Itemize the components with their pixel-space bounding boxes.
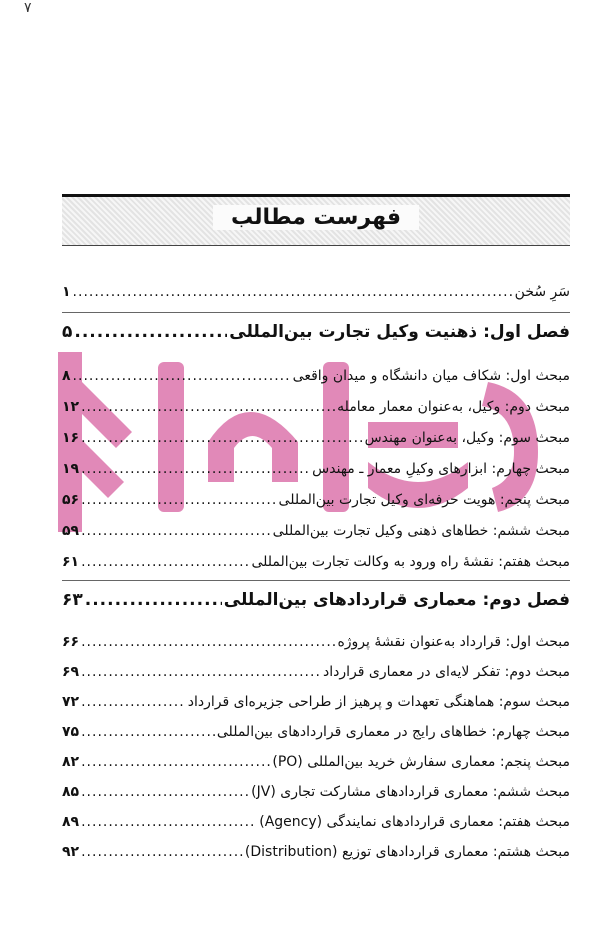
entry-label: مبحث پنجم: معماری سفارش خرید بین‌المللی (PO): [272, 754, 570, 770]
entry-label: مبحث سوم: وکیل، به‌عنوان مهندس: [364, 430, 570, 446]
entry-page: ۱: [62, 284, 71, 300]
leader-dots: [81, 724, 215, 740]
leader-dots: [81, 523, 271, 539]
entry-label: مبحث سوم: هماهنگی تعهدات و پرهیز از طراحی جزیره‌ای قرارداد: [187, 694, 570, 710]
leader-dots: [81, 754, 270, 770]
leader-dots: [81, 844, 243, 860]
entry-page: ۶۶: [62, 634, 80, 650]
corner-mark: ۷: [24, 0, 32, 16]
entry-label: مبحث هفتم: نقشهٔ راه ورود به وکالت تجارت بین‌المللی: [251, 554, 570, 570]
toc-title: فهرست مطالب: [213, 205, 419, 230]
leader-dots: [81, 784, 249, 800]
entry-page: ۸۵: [62, 784, 80, 800]
entry-label: مبحث اول: قرارداد به‌عنوان نقشهٔ پروژه: [337, 634, 570, 650]
leader-dots: [74, 322, 227, 342]
toc-entry[interactable]: [62, 399, 570, 415]
leader-dots: [81, 634, 335, 650]
entry-label: مبحث پنجم: هویت حرفه‌ای وکیل تجارت بین‌المللی: [278, 492, 570, 508]
leader-dots: [81, 430, 362, 446]
toc-entry[interactable]: [62, 634, 570, 650]
leader-dots: [81, 492, 276, 508]
entry-page: ۵: [62, 322, 73, 342]
toc-entry[interactable]: [62, 523, 570, 539]
toc-entry[interactable]: [62, 554, 570, 570]
entry-page: ۵۹: [62, 523, 80, 539]
entry-label: مبحث اول: شکاف میان دانشگاه و میدان واقعی: [292, 368, 570, 384]
entry-page: ۹۲: [62, 844, 80, 860]
entry-page: ۵۶: [62, 492, 80, 508]
leader-dots: [81, 814, 257, 830]
toc-entry[interactable]: [62, 784, 570, 800]
entry-page: ۸۲: [62, 754, 80, 770]
toc-entry[interactable]: [62, 461, 570, 477]
leader-dots: [81, 461, 310, 477]
entry-page: ۷۲: [62, 694, 80, 710]
divider: [62, 312, 570, 313]
entry-page: ۷۵: [62, 724, 80, 740]
entry-page: ۱۲: [62, 399, 80, 415]
entry-label: مبحث هفتم: معماری قراردادهای نمایندگی (Agency): [259, 814, 570, 830]
divider: [62, 580, 570, 581]
entry-label: مبحث دوم: وکیل، به‌عنوان معمار معامله: [337, 399, 570, 415]
entry-page: ۸۹: [62, 814, 80, 830]
leader-dots: [81, 694, 186, 710]
entry-label: فصل اول: ذهنیت وکیل تجارت بین‌المللی: [229, 322, 570, 342]
toc-entry[interactable]: [62, 664, 570, 680]
entry-label: سَرِ سُخن: [514, 284, 570, 300]
entry-page: ۱۹: [62, 461, 80, 477]
toc-entry[interactable]: [62, 844, 570, 860]
entry-page: ۸: [62, 368, 71, 384]
entry-label: مبحث چهارم: خطاهای رایج در معماری قراردادهای بین‌المللی: [216, 724, 570, 740]
entry-label: مبحث چهارم: ابزارهای وکیلِ معمار ـ مهندس: [312, 461, 570, 477]
toc-entry[interactable]: [62, 368, 570, 384]
entry-label: مبحث ششم: خطاهای ذهنی وکیل تجارت بین‌المللی: [272, 523, 570, 539]
leader-dots: [73, 284, 513, 300]
entry-label: فصل دوم: معماری قراردادهای بین‌المللی: [223, 590, 570, 610]
toc-entry[interactable]: [62, 430, 570, 446]
entry-label: مبحث هشتم: معماری قراردادهای توزیع (Distribution): [244, 844, 570, 860]
toc-entry-preface[interactable]: [62, 284, 570, 300]
toc-title-band: [62, 194, 570, 246]
toc-entry[interactable]: [62, 754, 570, 770]
toc-chapter-2[interactable]: [62, 590, 570, 610]
toc-chapter-1[interactable]: [62, 322, 570, 342]
toc-title-wrap: [62, 205, 570, 230]
leader-dots: [73, 368, 291, 384]
toc-entry[interactable]: [62, 724, 570, 740]
entry-page: ۱۶: [62, 430, 80, 446]
leader-dots: [81, 664, 321, 680]
entry-label: مبحث ششم: معماری قراردادهای مشارکت تجاری (JV): [251, 784, 570, 800]
leader-dots: [85, 590, 222, 610]
leader-dots: [81, 554, 249, 570]
toc-entry[interactable]: [62, 814, 570, 830]
entry-page: ۶۹: [62, 664, 80, 680]
leader-dots: [81, 399, 335, 415]
entry-label: مبحث دوم: تفکر لایه‌ای در معماری قرارداد: [322, 664, 570, 680]
toc-entry[interactable]: [62, 694, 570, 710]
toc-entry[interactable]: [62, 492, 570, 508]
entry-page: ۶۳: [62, 590, 83, 610]
entry-page: ۶۱: [62, 554, 80, 570]
